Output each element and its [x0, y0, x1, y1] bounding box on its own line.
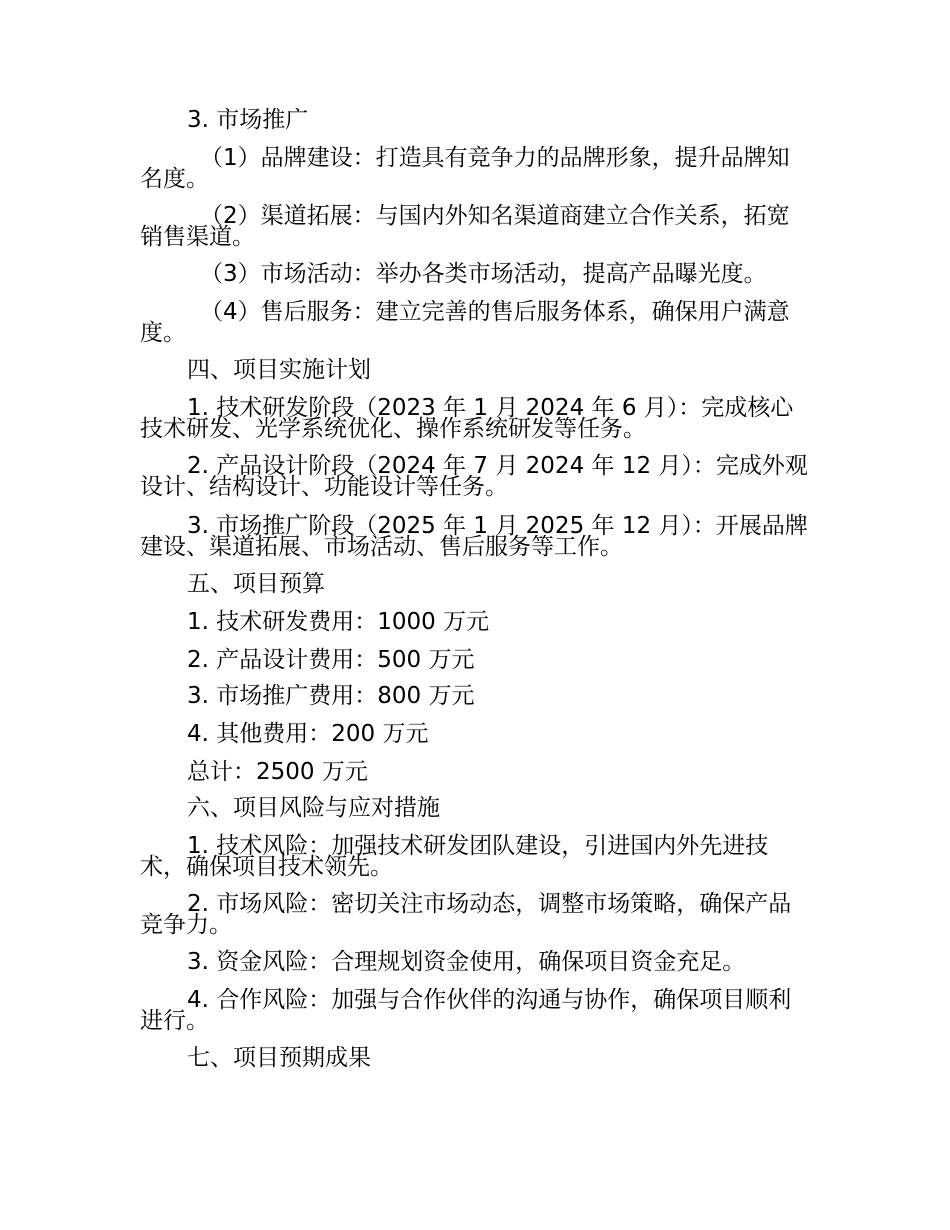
- paragraph-brand-building: （1）品牌建设：打造具有竞争力的品牌形象，提升品牌知名度。: [140, 145, 790, 192]
- budget-item-design: 2. 产品设计费用：500 万元: [187, 647, 475, 673]
- budget-total: 总计：2500 万元: [187, 759, 368, 785]
- budget-item-other: 4. 其他费用：200 万元: [187, 721, 429, 747]
- paragraph-design-stage: 2. 产品设计阶段（2024 年 7 月 2024 年 12 月）：完成外观设计、结构设计、功能设计等任务。: [140, 453, 808, 500]
- paragraph-market-risk: 2. 市场风险：密切关注市场动态，调整市场策略，确保产品竞争力。: [140, 891, 792, 938]
- paragraph-technical-risk: 1. 技术风险：加强技术研发团队建设，引进国内外先进技术，确保项目技术领先。: [140, 833, 769, 880]
- paragraph-rd-stage: 1. 技术研发阶段（2023 年 1 月 2024 年 6 月）：完成核心技术研发、光学系统优化、操作系统研发等任务。: [140, 395, 794, 442]
- paragraph-after-sales: （4）售后服务：建立完善的售后服务体系，确保用户满意度。: [140, 299, 790, 346]
- section-heading-expected-results: 七、项目预期成果: [187, 1045, 371, 1071]
- paragraph-cooperation-risk: 4. 合作风险：加强与合作伙伴的沟通与协作，确保项目顺利进行。: [140, 987, 792, 1034]
- section-heading-implementation-plan: 四、项目实施计划: [187, 357, 371, 383]
- budget-item-promotion: 3. 市场推广费用：800 万元: [187, 683, 475, 709]
- paragraph-funding-risk: 3. 资金风险：合理规划资金使用，确保项目资金充足。: [187, 949, 746, 975]
- paragraph-promotion-stage: 3. 市场推广阶段（2025 年 1 月 2025 年 12 月）：开展品牌建设、渠道拓展、市场活动、售后服务等工作。: [140, 513, 808, 560]
- paragraph-market-activities: （3）市场活动：举办各类市场活动，提高产品曝光度。: [200, 261, 767, 287]
- section-heading-budget: 五、项目预算: [187, 571, 325, 597]
- section-heading-risks: 六、项目风险与应对措施: [187, 795, 440, 821]
- section-heading-market-promotion: 3. 市场推广: [187, 107, 309, 133]
- paragraph-channel-expansion: （2）渠道拓展：与国内外知名渠道商建立合作关系，拓宽销售渠道。: [140, 203, 790, 250]
- budget-item-rd: 1. 技术研发费用：1000 万元: [187, 609, 490, 635]
